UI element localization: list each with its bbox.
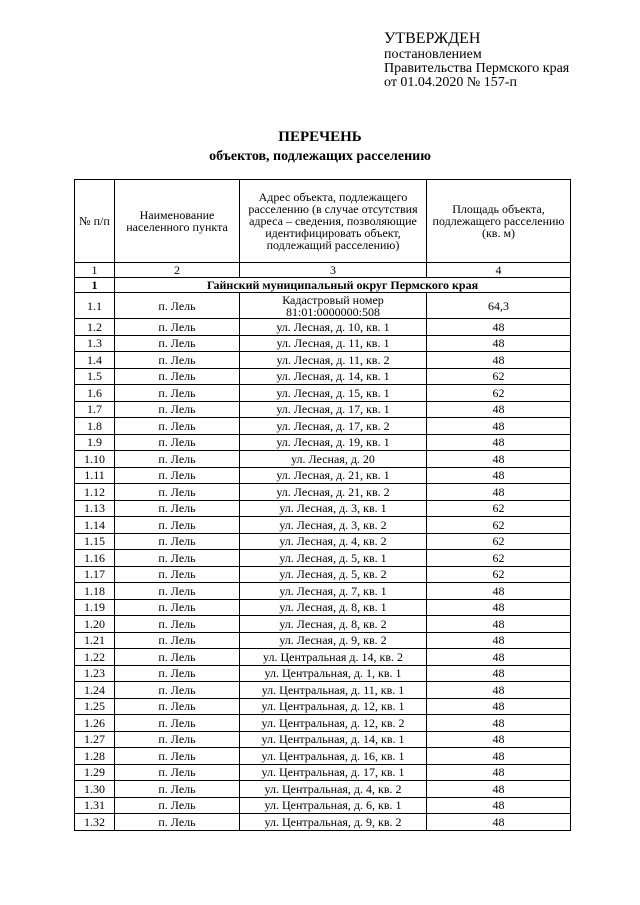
- cell-number: 1.5: [75, 368, 115, 385]
- cell-area: 48: [427, 814, 571, 831]
- cell-address: ул. Лесная, д. 15, кв. 1: [240, 385, 427, 402]
- header-address: Адрес объекта, подлежащего расселению (в случае отсутствия адреса – сведения, позволяющие идентифицировать объект, подлежащий расселению): [240, 180, 427, 263]
- table-row: [75, 649, 571, 666]
- cell-address: ул. Лесная, д. 5, кв. 2: [240, 566, 427, 583]
- cell-settlement: п. Лель: [115, 500, 240, 517]
- region-row: [75, 278, 571, 293]
- cell-address: ул. Центральная, д. 4, кв. 2: [240, 781, 427, 798]
- cell-address: ул. Лесная, д. 14, кв. 1: [240, 368, 427, 385]
- cell-number: 1.14: [75, 517, 115, 534]
- cell-address: ул. Центральная, д. 6, кв. 1: [240, 797, 427, 814]
- cell-area: 48: [427, 748, 571, 765]
- document-subtitle: объектов, подлежащих расселению: [209, 149, 431, 164]
- cell-settlement: п. Лель: [115, 484, 240, 501]
- table-row: [75, 319, 571, 336]
- cell-address: ул. Центральная, д. 16, кв. 1: [240, 748, 427, 765]
- objects-table: [74, 179, 571, 831]
- cell-area: 62: [427, 385, 571, 402]
- cell-number: 1.7: [75, 401, 115, 418]
- cell-number: 1.1: [75, 293, 115, 319]
- cell-area: 48: [427, 583, 571, 600]
- cell-number: 1.24: [75, 682, 115, 699]
- cell-address: ул. Лесная, д. 4, кв. 2: [240, 533, 427, 550]
- cell-area: 48: [427, 682, 571, 699]
- cell-settlement: п. Лель: [115, 517, 240, 534]
- table-row: [75, 533, 571, 550]
- cell-area: 48: [427, 599, 571, 616]
- cell-settlement: п. Лель: [115, 665, 240, 682]
- cell-number: 1.21: [75, 632, 115, 649]
- cell-settlement: п. Лель: [115, 781, 240, 798]
- cell-area: 62: [427, 550, 571, 567]
- cell-address: ул. Лесная, д. 10, кв. 1: [240, 319, 427, 336]
- header-area: Площадь объекта, подлежащего расселению (кв. м): [427, 180, 571, 263]
- cell-address: ул. Центральная, д. 14, кв. 1: [240, 731, 427, 748]
- table-row: [75, 335, 571, 352]
- cell-number: 1.32: [75, 814, 115, 831]
- cell-area: 48: [427, 632, 571, 649]
- table-row: [75, 665, 571, 682]
- column-number: 3: [240, 263, 427, 278]
- cell-address: ул. Лесная, д. 11, кв. 1: [240, 335, 427, 352]
- table-body: [75, 263, 571, 831]
- table-row: [75, 599, 571, 616]
- cell-number: 1.27: [75, 731, 115, 748]
- document-title: ПЕРЕЧЕНЬ: [278, 129, 362, 145]
- cell-area: 48: [427, 401, 571, 418]
- region-number: 1: [75, 278, 115, 293]
- table-row: [75, 451, 571, 468]
- table-row: [75, 500, 571, 517]
- table-row: [75, 484, 571, 501]
- region-name: Гайнский муниципальный округ Пермского края: [115, 278, 571, 293]
- cell-address: ул. Центральная, д. 17, кв. 1: [240, 764, 427, 781]
- cell-address: ул. Лесная, д. 11, кв. 2: [240, 352, 427, 369]
- cell-settlement: п. Лель: [115, 352, 240, 369]
- table-row: [75, 418, 571, 435]
- table-row: [75, 467, 571, 484]
- cell-area: 48: [427, 484, 571, 501]
- cell-number: 1.31: [75, 797, 115, 814]
- cell-settlement: п. Лель: [115, 467, 240, 484]
- cell-area: 48: [427, 764, 571, 781]
- cell-settlement: п. Лель: [115, 401, 240, 418]
- cell-number: 1.16: [75, 550, 115, 567]
- cell-number: 1.17: [75, 566, 115, 583]
- table-row: [75, 566, 571, 583]
- column-numbers-row: [75, 263, 571, 278]
- table-row: [75, 814, 571, 831]
- table-row: [75, 781, 571, 798]
- table-row: [75, 352, 571, 369]
- cell-settlement: п. Лель: [115, 616, 240, 633]
- approval-line: постановлением: [384, 47, 482, 62]
- cell-number: 1.20: [75, 616, 115, 633]
- cell-address: ул. Центральная, д. 9, кв. 2: [240, 814, 427, 831]
- column-number: 1: [75, 263, 115, 278]
- cell-address: ул. Лесная, д. 21, кв. 1: [240, 467, 427, 484]
- cell-address: Кадастровый номер 81:01:0000000:508: [240, 293, 427, 319]
- cell-area: 48: [427, 352, 571, 369]
- table-row: [75, 368, 571, 385]
- cell-number: 1.11: [75, 467, 115, 484]
- cell-settlement: п. Лель: [115, 335, 240, 352]
- table-row: [75, 616, 571, 633]
- cell-settlement: п. Лель: [115, 715, 240, 732]
- cell-area: 48: [427, 649, 571, 666]
- cell-number: 1.18: [75, 583, 115, 600]
- cell-area: 48: [427, 418, 571, 435]
- cell-area: 48: [427, 797, 571, 814]
- header-settlement: Наименование населенного пункта: [115, 180, 240, 263]
- cell-area: 64,3: [427, 293, 571, 319]
- cell-area: 48: [427, 715, 571, 732]
- cell-number: 1.26: [75, 715, 115, 732]
- header-number: № п/п: [75, 180, 115, 263]
- cell-settlement: п. Лель: [115, 698, 240, 715]
- table-row: [75, 401, 571, 418]
- cell-settlement: п. Лель: [115, 434, 240, 451]
- cell-settlement: п. Лель: [115, 682, 240, 699]
- cell-number: 1.29: [75, 764, 115, 781]
- cell-area: 48: [427, 781, 571, 798]
- cell-settlement: п. Лель: [115, 814, 240, 831]
- cell-address: ул. Лесная, д. 17, кв. 1: [240, 401, 427, 418]
- cell-area: 48: [427, 665, 571, 682]
- table-row: [75, 698, 571, 715]
- cell-address: ул. Лесная, д. 20: [240, 451, 427, 468]
- cell-area: 48: [427, 467, 571, 484]
- table-row: [75, 731, 571, 748]
- cell-area: 48: [427, 731, 571, 748]
- cell-address: ул. Центральная, д. 12, кв. 2: [240, 715, 427, 732]
- table-row: [75, 715, 571, 732]
- cell-settlement: п. Лель: [115, 731, 240, 748]
- cell-area: 62: [427, 517, 571, 534]
- cell-settlement: п. Лель: [115, 385, 240, 402]
- cell-area: 48: [427, 434, 571, 451]
- table-row: [75, 293, 571, 319]
- cell-number: 1.10: [75, 451, 115, 468]
- cell-number: 1.13: [75, 500, 115, 517]
- cell-settlement: п. Лель: [115, 418, 240, 435]
- cell-settlement: п. Лель: [115, 550, 240, 567]
- table-row: [75, 550, 571, 567]
- cell-settlement: п. Лель: [115, 649, 240, 666]
- cell-number: 1.15: [75, 533, 115, 550]
- table-row: [75, 434, 571, 451]
- table-header-row: [75, 180, 571, 263]
- cell-number: 1.2: [75, 319, 115, 336]
- cell-settlement: п. Лель: [115, 764, 240, 781]
- cell-settlement: п. Лель: [115, 293, 240, 319]
- cell-area: 62: [427, 533, 571, 550]
- cell-number: 1.6: [75, 385, 115, 402]
- cell-address: ул. Центральная, д. 12, кв. 1: [240, 698, 427, 715]
- table-row: [75, 764, 571, 781]
- table-row: [75, 385, 571, 402]
- cell-address: ул. Лесная, д. 17, кв. 2: [240, 418, 427, 435]
- cell-area: 48: [427, 319, 571, 336]
- cell-settlement: п. Лель: [115, 797, 240, 814]
- cell-settlement: п. Лель: [115, 533, 240, 550]
- cell-address: ул. Центральная, д. 1, кв. 1: [240, 665, 427, 682]
- table-row: [75, 748, 571, 765]
- cell-area: 62: [427, 500, 571, 517]
- cell-settlement: п. Лель: [115, 599, 240, 616]
- cell-address: ул. Центральная д. 14, кв. 2: [240, 649, 427, 666]
- cell-number: 1.25: [75, 698, 115, 715]
- cell-address: ул. Лесная, д. 21, кв. 2: [240, 484, 427, 501]
- cell-settlement: п. Лель: [115, 748, 240, 765]
- approval-line: Правительства Пермского края: [384, 61, 570, 76]
- cell-address: ул. Лесная, д. 8, кв. 1: [240, 599, 427, 616]
- column-number: 2: [115, 263, 240, 278]
- cell-number: 1.28: [75, 748, 115, 765]
- cell-area: 48: [427, 616, 571, 633]
- cell-settlement: п. Лель: [115, 632, 240, 649]
- approval-block: [384, 30, 569, 90]
- cell-area: 62: [427, 566, 571, 583]
- cell-number: 1.3: [75, 335, 115, 352]
- cell-number: 1.9: [75, 434, 115, 451]
- cell-number: 1.8: [75, 418, 115, 435]
- cell-address: ул. Лесная, д. 5, кв. 1: [240, 550, 427, 567]
- cell-address: ул. Лесная, д. 19, кв. 1: [240, 434, 427, 451]
- cell-address: ул. Лесная, д. 9, кв. 2: [240, 632, 427, 649]
- cell-settlement: п. Лель: [115, 319, 240, 336]
- cell-address: ул. Лесная, д. 3, кв. 2: [240, 517, 427, 534]
- cell-number: 1.4: [75, 352, 115, 369]
- cell-number: 1.12: [75, 484, 115, 501]
- cell-address: ул. Лесная, д. 7, кв. 1: [240, 583, 427, 600]
- table-row: [75, 583, 571, 600]
- cell-address: ул. Лесная, д. 3, кв. 1: [240, 500, 427, 517]
- cell-address: ул. Центральная, д. 11, кв. 1: [240, 682, 427, 699]
- approval-date: от 01.04.2020 № 157-п: [384, 75, 517, 90]
- table-row: [75, 517, 571, 534]
- cell-area: 48: [427, 451, 571, 468]
- cell-settlement: п. Лель: [115, 451, 240, 468]
- table-row: [75, 682, 571, 699]
- table-row: [75, 632, 571, 649]
- cell-number: 1.30: [75, 781, 115, 798]
- cell-area: 48: [427, 335, 571, 352]
- cell-settlement: п. Лель: [115, 583, 240, 600]
- cell-address: ул. Лесная, д. 8, кв. 2: [240, 616, 427, 633]
- cell-area: 62: [427, 368, 571, 385]
- cell-settlement: п. Лель: [115, 566, 240, 583]
- cell-number: 1.22: [75, 649, 115, 666]
- table-row: [75, 797, 571, 814]
- column-number: 4: [427, 263, 571, 278]
- cell-number: 1.23: [75, 665, 115, 682]
- cell-area: 48: [427, 698, 571, 715]
- cell-number: 1.19: [75, 599, 115, 616]
- approval-heading: УТВЕРЖДЕН: [384, 30, 481, 47]
- cell-settlement: п. Лель: [115, 368, 240, 385]
